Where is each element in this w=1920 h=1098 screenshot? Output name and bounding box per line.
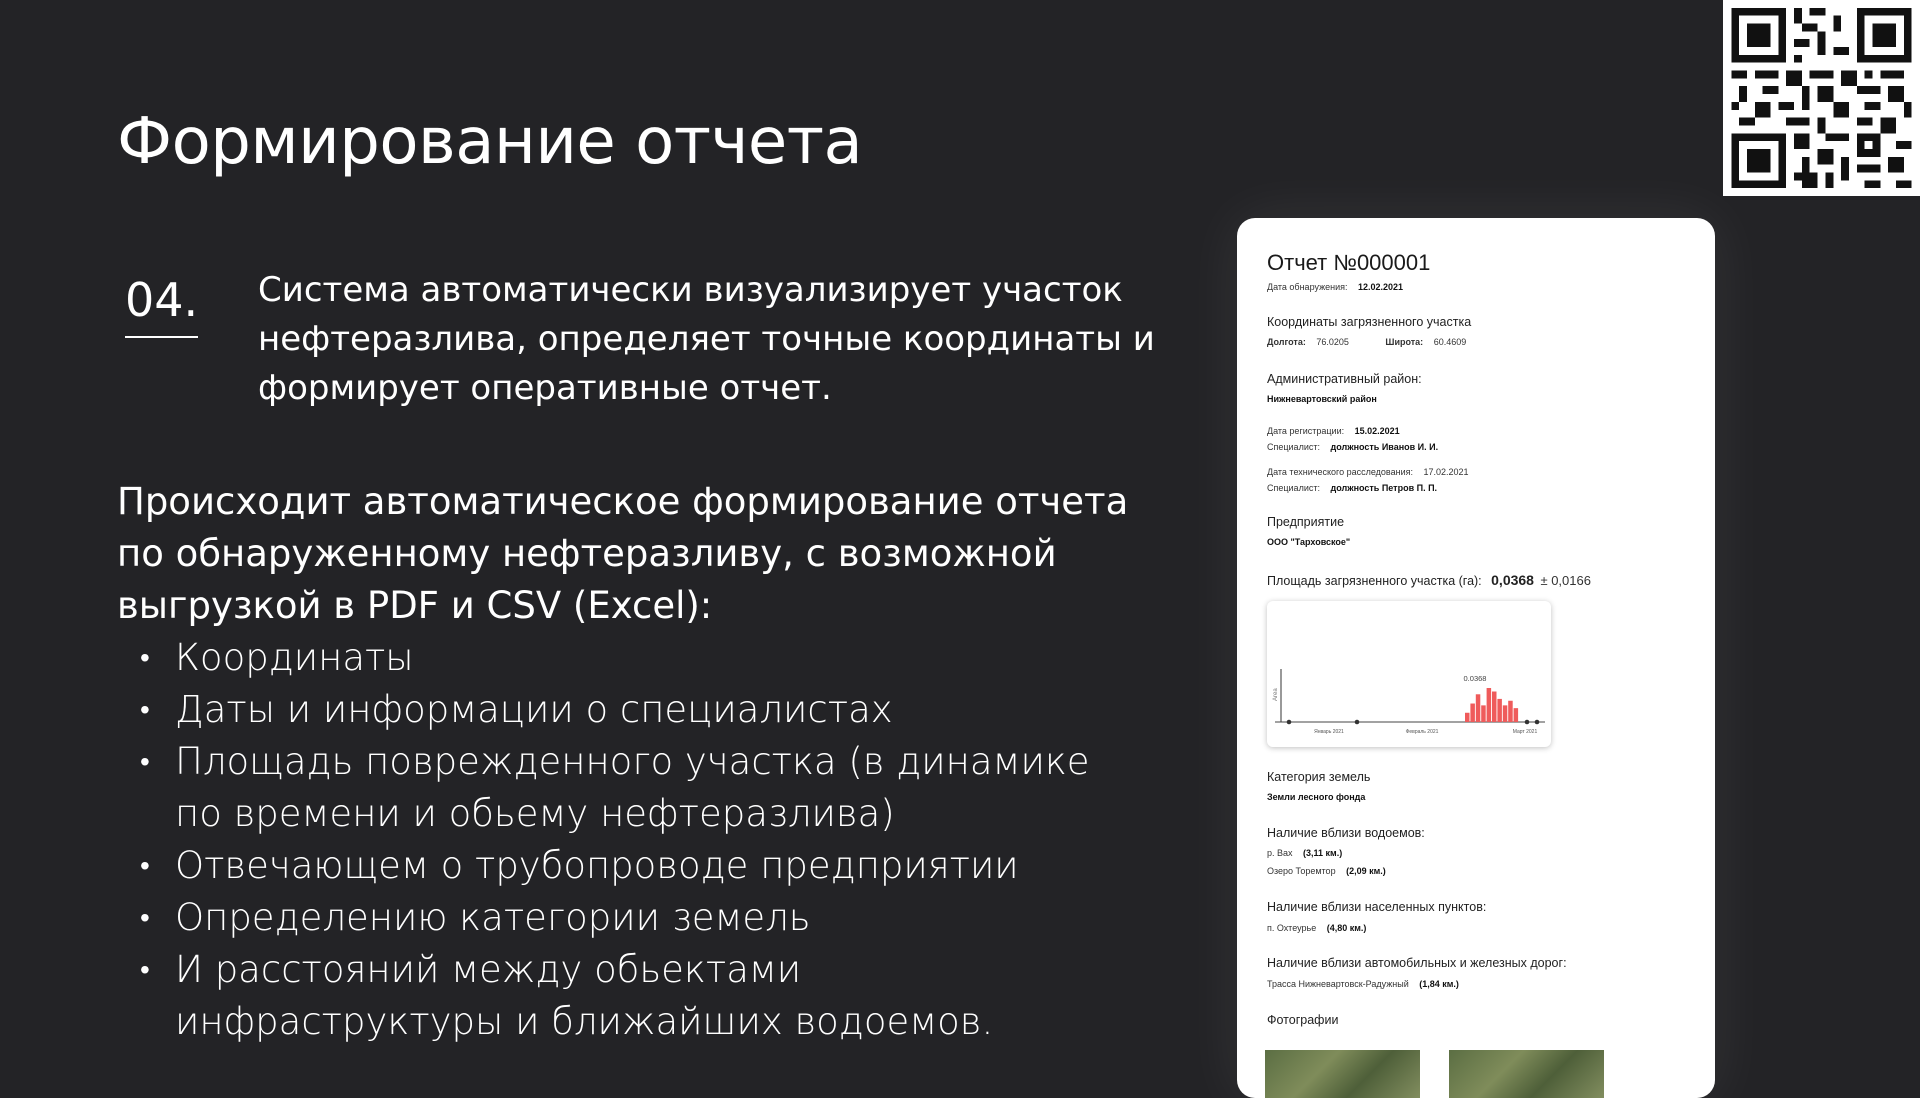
road-1-distance: (1,84 км.)	[1419, 979, 1459, 989]
area-chart-svg	[1267, 601, 1551, 747]
slide-title: Формирование отчета	[117, 105, 863, 179]
longitude-value: 76.0205	[1316, 337, 1349, 347]
photo-thumbnail[interactable]	[1265, 1050, 1420, 1098]
bar	[1481, 705, 1486, 722]
bar	[1503, 705, 1508, 722]
latitude-value: 60.4609	[1433, 337, 1467, 347]
axis-point	[1287, 720, 1292, 725]
report-preview	[1237, 218, 1715, 1098]
water-1-name: р. Вах	[1267, 848, 1293, 858]
feature-item: • Отвечающем о трубопроводе предприятии	[140, 840, 1140, 892]
water-heading: Наличие вблизи водоемов:	[1267, 826, 1425, 840]
feature-item: • Координаты	[140, 632, 1140, 684]
specialist-1-value: должность Иванов И. И.	[1330, 442, 1439, 452]
bar	[1487, 688, 1492, 722]
water-2-name: Озеро Торемтор	[1267, 866, 1336, 876]
feature-item: • Определению категории земель	[140, 892, 1140, 944]
feature-item: • Даты и информации о специалистах	[140, 684, 1140, 736]
feature-item: • И расстояний между обьектами инфраструктуры и ближайших водоемов.	[140, 944, 1140, 1048]
x-tick-label: Январь 2021	[1314, 729, 1344, 735]
peak-annotation: 0.0368	[1463, 674, 1487, 683]
detection-date-value: 12.02.2021	[1357, 282, 1404, 292]
step-number: 04.	[125, 272, 198, 338]
area-value: 0,0368	[1491, 572, 1534, 588]
bar	[1492, 692, 1497, 722]
report-title: Отчет №000001	[1267, 250, 1431, 275]
area-label: Площадь загрязненного участка (га):	[1267, 574, 1482, 588]
road-1-name: Трасса Нижневартовск-Радужный	[1267, 979, 1409, 989]
bar	[1514, 708, 1519, 722]
x-tick-label: Февраль 2021	[1405, 729, 1439, 735]
specialist-label: Специалист:	[1267, 483, 1320, 493]
bar	[1476, 694, 1481, 722]
water-1-row	[1267, 848, 1342, 858]
detection-date-row	[1267, 282, 1403, 292]
specialist-1-row	[1267, 442, 1438, 452]
qr-code-icon	[1723, 0, 1920, 196]
settlements-heading: Наличие вблизи населенных пунктов:	[1267, 900, 1487, 914]
enterprise-value: ООО "Тарховское"	[1267, 537, 1351, 547]
settlement-1-distance: (4,80 км.)	[1326, 923, 1367, 933]
area-row	[1267, 572, 1591, 588]
water-1-distance: (3,11 км.)	[1303, 848, 1343, 858]
detection-date-label: Дата обнаружения:	[1267, 282, 1348, 292]
axis-point	[1525, 720, 1530, 725]
specialist-label: Специалист:	[1267, 442, 1320, 452]
settlement-1-name: п. Охтеурье	[1267, 923, 1317, 933]
bar	[1470, 704, 1475, 722]
axis-point	[1355, 720, 1360, 725]
investigation-date-value: 17.02.2021	[1423, 467, 1469, 477]
longitude-label: Долгота:	[1267, 337, 1306, 347]
coords-row	[1267, 337, 1466, 347]
specialist-2-value: должность Петров П. П.	[1330, 483, 1438, 493]
specialist-2-row	[1267, 483, 1437, 493]
enterprise-heading: Предприятие	[1267, 515, 1345, 529]
area-chart	[1267, 601, 1551, 747]
water-2-row	[1267, 866, 1386, 876]
feature-list	[140, 632, 1140, 1048]
qr-code-graphic	[1723, 0, 1920, 196]
land-heading: Категория земель	[1267, 770, 1371, 784]
y-axis-label: Area	[1273, 688, 1279, 701]
investigation-date-label: Дата технического расследования:	[1267, 467, 1413, 477]
area-error: ± 0,0166	[1540, 573, 1591, 588]
bar	[1497, 699, 1502, 722]
x-tick-label: Март 2021	[1512, 729, 1538, 735]
bar	[1508, 701, 1513, 722]
feature-item: • Площадь поврежденного участка (в динамике по времени и обьему нефтеразлива)	[140, 736, 1140, 840]
registration-date-value: 15.02.2021	[1354, 426, 1400, 436]
registration-date-label: Дата регистрации:	[1267, 426, 1345, 436]
photos-heading: Фотографии	[1267, 1013, 1339, 1027]
registration-row	[1267, 426, 1400, 436]
axis-point	[1535, 720, 1540, 725]
step-description: Система автоматически визуализирует участок нефтеразлива, определяет точные координаты и формирует оперативные отчет.	[258, 270, 1155, 408]
latitude-label: Широта:	[1385, 337, 1424, 347]
photo-thumbnail[interactable]	[1449, 1050, 1604, 1098]
roads-heading: Наличие вблизи автомобильных и железных дорог:	[1267, 956, 1567, 970]
district-heading: Административный район:	[1267, 372, 1422, 386]
land-category-value: Земли лесного фонда	[1267, 792, 1366, 802]
water-2-distance: (2,09 км.)	[1346, 866, 1386, 876]
road-1-row	[1267, 979, 1459, 989]
bar	[1465, 713, 1470, 722]
report-summary: Происходит автоматическое формирование отчета по обнаруженному нефтеразливу, с возможной выгрузкой в PDF и CSV (Excel):	[117, 480, 1129, 627]
settlement-1-row	[1267, 923, 1366, 933]
district-value: Нижневартовский район	[1267, 394, 1377, 404]
coords-heading: Координаты загрязненного участка	[1267, 315, 1472, 329]
investigation-row	[1267, 467, 1469, 477]
